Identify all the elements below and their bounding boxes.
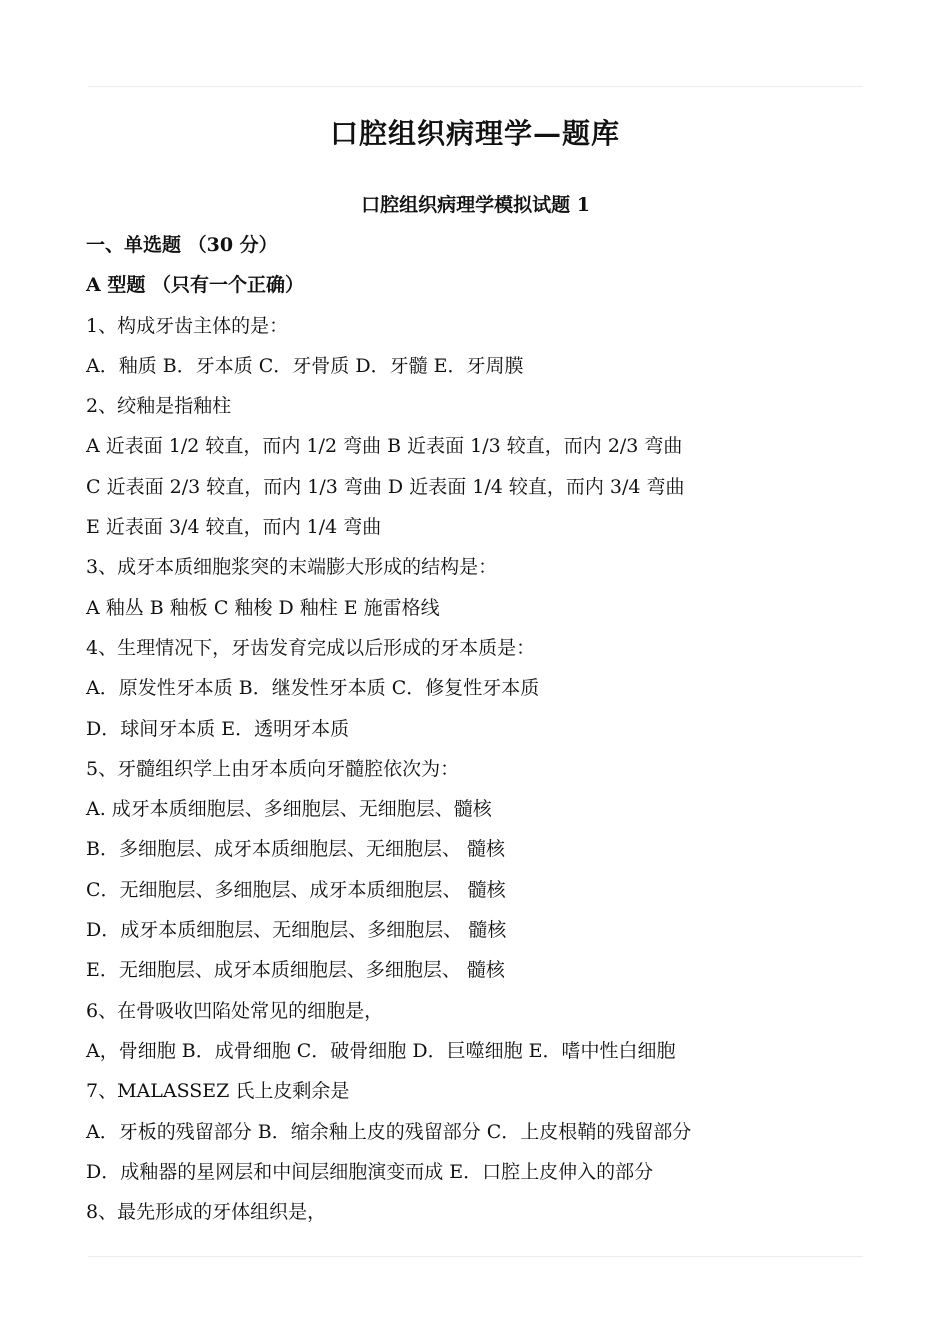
question-4-options-abc: A．原发性牙本质 B．继发性牙本质 C．修复性牙本质 <box>86 677 540 700</box>
question-2-options-e: E 近表面 3/4 较直，而内 1/4 弯曲 <box>86 516 382 539</box>
question-3-stem: 3、成牙本质细胞浆突的末端膨大形成的结构是： <box>86 556 498 579</box>
question-2-options-ab: A 近表面 1/2 较直，而内 1/2 弯曲 B 近表面 1/3 较直，而内 2/3 弯曲 <box>86 435 683 458</box>
question-1-options: A．釉质 B．牙本质 C．牙骨质 D．牙髓 E．牙周膜 <box>86 354 524 377</box>
question-type-heading: A 型题 （只有一个正确） <box>86 274 304 297</box>
question-5-option-a: A. 成牙本质细胞层、多细胞层、无细胞层、髓核 <box>86 798 492 821</box>
question-4-stem: 4、生理情况下，牙齿发育完成以后形成的牙本质是： <box>86 636 536 659</box>
question-4-options-de: D．球间牙本质 E．透明牙本质 <box>86 717 350 740</box>
page-top-rule <box>88 86 863 87</box>
question-8-stem: 8、最先形成的牙体组织是， <box>86 1201 327 1224</box>
question-7-stem: 7、MALASSEZ 氏上皮剩余是 <box>86 1080 350 1103</box>
question-5-option-e: E．无细胞层、成牙本质细胞层、多细胞层、 髓核 <box>86 959 505 982</box>
section-heading: 一、单选题 （30 分） <box>86 234 278 256</box>
question-7-options-de: D．成釉器的星网层和中间层细胞演变而成 E．口腔上皮伸入的部分 <box>86 1160 654 1183</box>
question-5-option-b: B．多细胞层、成牙本质细胞层、无细胞层、 髓核 <box>86 838 506 861</box>
question-5-option-c: C．无细胞层、多细胞层、成牙本质细胞层、 髓核 <box>86 878 506 901</box>
question-6-stem: 6、在骨吸收凹陷处常见的细胞是， <box>86 999 384 1022</box>
exam-title: 口腔组织病理学模拟试题 1 <box>361 194 590 216</box>
question-7-options-abc: A．牙板的残留部分 B．缩余釉上皮的残留部分 C．上皮根鞘的残留部分 <box>86 1120 692 1143</box>
question-2-stem: 2、绞釉是指釉柱 <box>86 395 232 418</box>
document-title: 口腔组织病理学—题库 <box>329 117 620 150</box>
question-5-option-d: D．成牙本质细胞层、无细胞层、多细胞层、 髓核 <box>86 919 507 942</box>
question-body <box>86 225 876 1232</box>
question-2-options-cd: C 近表面 2/3 较直，而内 1/3 弯曲 D 近表面 1/4 较直，而内 3/4 弯曲 <box>86 475 685 498</box>
question-1-stem: 1、构成牙齿主体的是： <box>86 314 289 337</box>
page-bottom-rule <box>88 1256 863 1257</box>
question-5-stem: 5、牙髓组织学上由牙本质向牙髓腔依次为： <box>86 757 460 780</box>
question-6-options: A，骨细胞 B．成骨细胞 C．破骨细胞 D．巨噬细胞 E．嗜中性白细胞 <box>86 1039 676 1062</box>
question-3-options: A 釉丛 B 釉板 C 釉梭 D 釉柱 E 施雷格线 <box>86 596 440 619</box>
